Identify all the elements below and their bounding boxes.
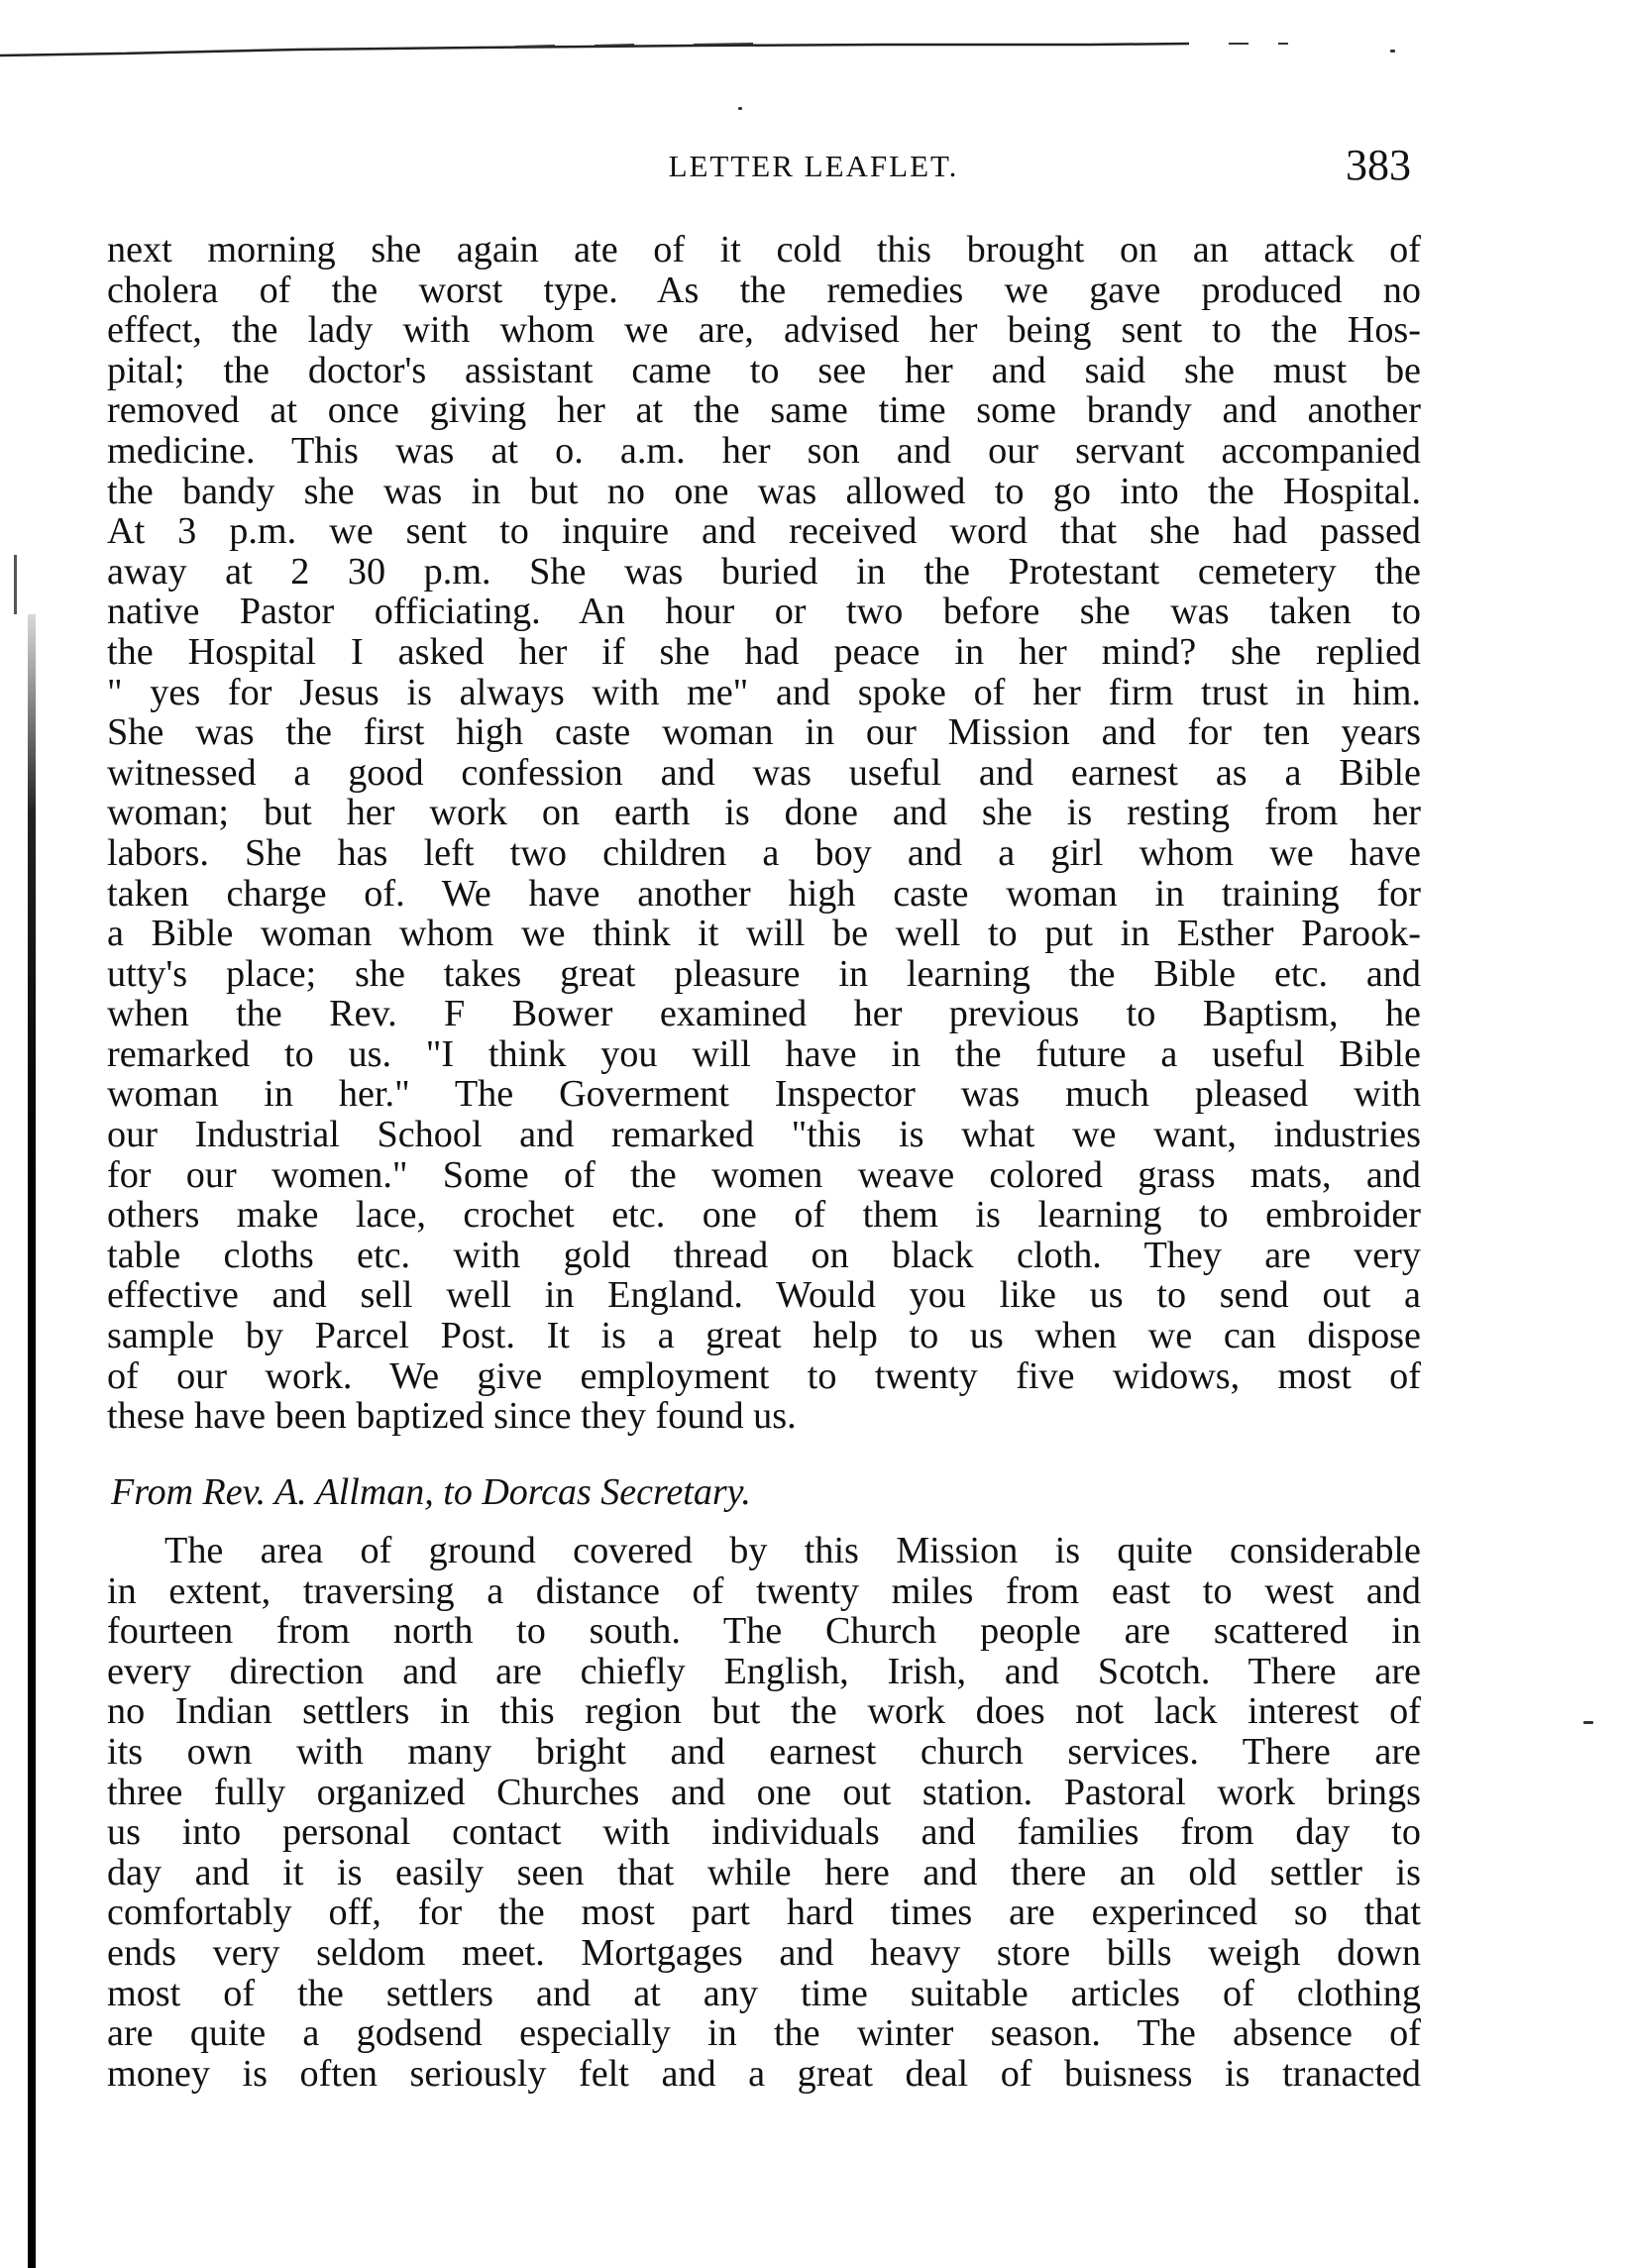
running-head: LETTER LEAFLET. (668, 149, 959, 183)
text-line: At 3 p.m. we sent to inquire and received word that she had passed (107, 510, 1421, 553)
scan-binding-shadow (28, 614, 36, 2268)
text-line: sample by Parcel Post. It is a great help to us when we can dispose (107, 1315, 1421, 1357)
text-line: these have been baptized since they found us. (107, 1395, 797, 1438)
text-line: next morning she again ate of it cold this brought on an attack of (107, 229, 1421, 270)
text-line: in extent, traversing a distance of twenty miles from east to west and (107, 1569, 1421, 1612)
paragraph (107, 230, 1421, 1437)
text-line: labors. She has left two children a boy and a girl whom we have (107, 831, 1421, 874)
scan-speck (738, 107, 742, 110)
paragraph (107, 1531, 1421, 2094)
scan-gutter-mark (14, 555, 17, 614)
text-line: day and it is easily seen that while here and there an old settler is (107, 1851, 1421, 1893)
text-line: The area of ground covered by this Mission is quite considerable (164, 1530, 1421, 1571)
text-line: a Bible woman whom we think it will be well to put in Esther Parook- (107, 913, 1421, 955)
text-line: table cloths etc. with gold thread on black cloth. They are very (107, 1234, 1421, 1276)
text-line: ends very seldom meet. Mortgages and heavy store bills weigh down (107, 1931, 1421, 1974)
scan-speck (1583, 1721, 1593, 1724)
text-line: the bandy she was in but no one was allowed to go into the Hospital. (107, 470, 1421, 512)
text-line: cholera of the worst type. As the remedies we gave produced no (107, 269, 1421, 311)
text-line: taken charge of. We have another high caste woman in training for (107, 872, 1421, 915)
text-line: away at 2 30 p.m. She was buried in the Protestant cemetery the (107, 550, 1421, 593)
text-line: comfortably off, for the most part hard times are experinced so that (107, 1891, 1421, 1934)
letter-heading: From Rev. A. Allman, to Dorcas Secretary. (111, 1471, 751, 1513)
text-line: effective and sell well in England. Would you like us to send out a (107, 1274, 1421, 1317)
text-line: money is often seriously felt and a great deal of buisness is tranacted (107, 2052, 1421, 2095)
text-line: effect, the lady with whom we are, advised her being sent to the Hos- (107, 309, 1421, 352)
text-line: us into personal contact with individuals and families from day to (107, 1811, 1421, 1854)
text-line: for our women." Some of the women weave colored grass mats, and (107, 1153, 1421, 1196)
text-line: woman in her." The Goverment Inspector was much pleased with (107, 1073, 1421, 1116)
text-line: fourteen from north to south. The Church people are scattered in (107, 1610, 1421, 1653)
text-line: remarked to us. "I think you will have in the future a useful Bible (107, 1032, 1421, 1075)
text-line: three fully organized Churches and one out station. Pastoral work brings (107, 1771, 1421, 1813)
text-line: native Pastor officiating. An hour or two before she was taken to (107, 591, 1421, 633)
second-letter-body (107, 1531, 1421, 2094)
text-line: most of the settlers and at any time suitable articles of clothing (107, 1972, 1421, 2014)
text-line: utty's place; she takes great pleasure in learning the Bible etc. and (107, 952, 1421, 995)
text-line: She was the first high caste woman in our Mission and for ten years (107, 711, 1421, 754)
scan-edge-artifact (0, 40, 1627, 59)
text-line: " yes for Jesus is always with me" and spoke of her firm trust in him. (107, 671, 1421, 713)
text-line: woman; but her work on earth is done and she is resting from her (107, 792, 1421, 834)
text-line: every direction and are chiefly English, Irish, and Scotch. There are (107, 1650, 1421, 1692)
text-line: of our work. We give employment to twenty five widows, most of (107, 1354, 1421, 1397)
text-line: others make lace, crochet etc. one of them is learning to embroider (107, 1194, 1421, 1237)
scan-speck (1390, 50, 1395, 53)
text-line: our Industrial School and remarked "this is what we want, industries (107, 1114, 1421, 1156)
text-line: the Hospital I asked her if she had peace in her mind? she replied (107, 630, 1421, 673)
text-line: pital; the doctor's assistant came to see her and said she must be (107, 349, 1421, 391)
text-line: witnessed a good confession and was useful and earnest as a Bible (107, 751, 1421, 794)
text-line: no Indian settlers in this region but the work does not lack interest of (107, 1690, 1421, 1733)
text-line: medicine. This was at o. a.m. her son and our servant accompanied (107, 429, 1421, 472)
text-line: removed at once giving her at the same time some brandy and another (107, 389, 1421, 432)
text-line: are quite a godsend especially in the winter season. The absence of (107, 2012, 1421, 2055)
letter-continuation (107, 230, 1421, 1437)
text-line: when the Rev. F Bower examined her previous to Baptism, he (107, 993, 1421, 1035)
text-line: its own with many bright and earnest church services. There are (107, 1730, 1421, 1773)
page-number: 383 (1346, 141, 1411, 189)
